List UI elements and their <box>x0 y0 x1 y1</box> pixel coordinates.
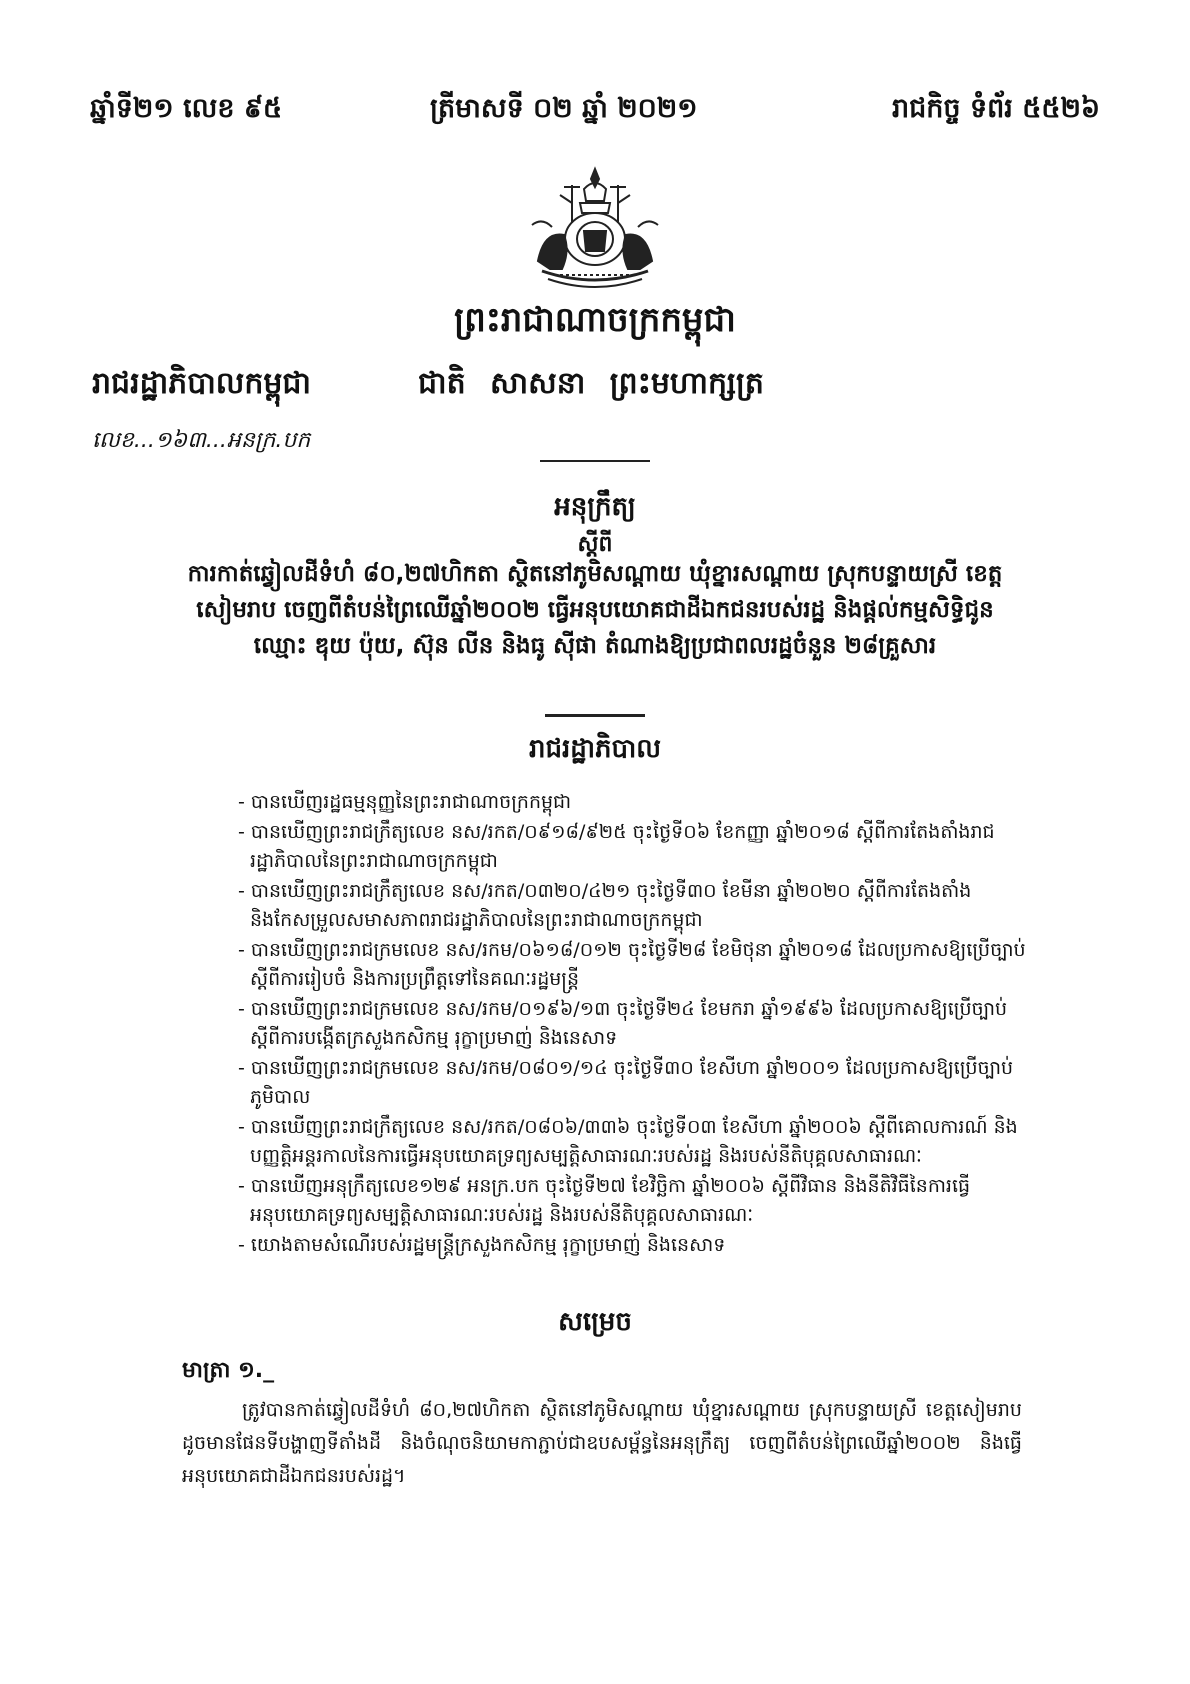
royal-arms-emblem-icon <box>520 165 670 300</box>
issue-date: ត្រីមាសទី ០២ ឆ្នាំ ២០២១ <box>430 93 698 124</box>
preamble-item: - បានឃើញព្រះរាជក្រឹត្យលេខ នស/រកត/០៣២០/៤២១ ចុះថ្ងៃទី៣០ ខែមីនា ឆ្នាំ២០២០ ស្ដីពីការតែងតាំង និងកែសម្រួលសមាសភាពរាជរដ្ឋាភិបាលនៃព្រះរាជាណាចក្រកម្ពុជា <box>238 879 972 931</box>
kingdom-name: ព្រះរាជាណាចក្រកម្ពុជា <box>454 300 736 340</box>
preamble-item: - បានឃើញព្រះរាជក្រឹត្យលេខ នស/រកត/០៩១៨/៩២៥ ចុះថ្ងៃទី០៦ ខែកញ្ញា ឆ្នាំ២០១៨ ស្ដីពីការតែងតាំងរាជរដ្ឋាភិបាលនៃព្រះរាជាណាចក្រកម្ពុជា <box>238 820 995 872</box>
divider-top <box>540 460 650 462</box>
issuer-block <box>92 364 311 458</box>
document-type: អនុក្រឹត្យ <box>554 492 636 522</box>
preamble-item: - បានឃើញព្រះរាជក្រឹត្យលេខ នស/រកត/០៨០៦/៣៣៦ ចុះថ្ងៃទី០៣ ខែសីហា ឆ្នាំ២០០៦ ស្ដីពីគោលការណ៍ និងបញ្ញត្តិអន្តរកាលនៃការធ្វើអនុបយោគទ្រព្យសម្បត្តិសាធារណៈរបស់រដ្ឋ និងរបស់នីតិបុគ្គលសាធារណៈ <box>238 1115 1018 1167</box>
preamble-item: - បានឃើញអនុក្រឹត្យលេខ១២៩ អនក្រ.បក ចុះថ្ងៃទី២៧ ខែវិច្ឆិកា ឆ្នាំ២០០៦ ស្ដីពីវិធាន និងនីតិវិធីនៃការធ្វើអនុបយោគទ្រព្យសម្បត្តិសាធារណៈរបស់រដ្ឋ និងរបស់នីតិបុគ្គលសាធារណៈ <box>238 1174 971 1226</box>
year-issue: ឆ្នាំទី២១ លេខ ៩៥ <box>90 93 283 124</box>
preamble-item: - យោងតាមសំណើរបស់រដ្ឋមន្ត្រីក្រសួងកសិកម្ម រុក្ខាប្រមាញ់ និងនេសាទ <box>238 1233 726 1256</box>
decree-number: លេខ...១៦៣...អនក្រ.បក <box>92 428 311 453</box>
preamble-item: - បានឃើញព្រះរាជក្រមលេខ នស/រកម/០៨០១/១៤ ចុះថ្ងៃទី៣០ ខែសីហា ឆ្នាំ២០០១ ដែលប្រកាសឱ្យប្រើច្បាប់ភូមិបាល <box>238 1056 1014 1108</box>
preamble-item: - បានឃើញរដ្ឋធម្មនុញ្ញនៃព្រះរាជាណាចក្រកម្ពុជា <box>238 791 572 813</box>
government-name: រាជរដ្ឋាភិបាលកម្ពុជា <box>92 366 311 401</box>
gazette-header <box>90 92 1100 142</box>
preamble-item: - បានឃើញព្រះរាជក្រមលេខ នស/រកម/០៦១៨/០១២ ចុះថ្ងៃទី២៨ ខែមិថុនា ឆ្នាំ២០១៨ ដែលប្រកាសឱ្យប្រើច្បាប់ស្ដីពីការរៀបចំ និងការប្រព្រឹត្តទៅនៃគណៈរដ្ឋមន្ត្រី <box>238 938 1026 990</box>
regarding-label: ស្ដីពី <box>577 532 613 557</box>
preamble-item: - បានឃើញព្រះរាជក្រមលេខ នស/រកម/០១៩៦/១៣ ចុះថ្ងៃទី២៤ ខែមករា ឆ្នាំ១៩៩៦ ដែលប្រកាសឱ្យប្រើច្បាប់ស្ដីពីការបង្កើតក្រសួងកសិកម្ម រុក្ខាប្រមាញ់ និងនេសាទ <box>238 997 1008 1049</box>
divider-subject <box>545 714 645 717</box>
preamble-list <box>238 788 1028 1260</box>
decree-subject: ការកាត់ឆ្វៀលដីទំហំ ៨០,២៧ហិកតា ស្ថិតនៅភូមិសណ្ដាយ ឃុំខ្នារសណ្ដាយ ស្រុកបន្ទាយស្រី ខេត្តសៀមរាប ចេញពីតំបន់ព្រៃឈើឆ្នាំ២០០២ ធ្វើអនុបយោគជាដីឯកជនរបស់រដ្ឋ និងផ្ដល់កម្មសិទ្ធិជូនឈ្មោះ ឌុយ ប៉ុយ, ស៊ុន លីន និងធូ ស៊ីផា តំណាងឱ្យប្រជាពលរដ្ឋចំនួន ២៨គ្រួសារ <box>187 561 1003 659</box>
article-1-title: មាត្រា ១._ <box>182 1358 275 1383</box>
issuer-heading: រាជរដ្ឋាភិបាល <box>528 734 662 764</box>
decision-heading: សម្រេច <box>558 1307 632 1337</box>
article-1-body: ត្រូវបានកាត់ឆ្វៀលដីទំហំ ៨០,២៧ហិកតា ស្ថិតនៅភូមិសណ្ដាយ ឃុំខ្នារសណ្ដាយ ស្រុកបន្ទាយស្រី ខេត្តសៀមរាប ដូចមានផែនទីបង្ហាញទីតាំងដី និងចំណុចនិយាមកាភ្ជាប់ជាឧបសម្ព័ន្ធនៃអនុក្រឹត្យ ចេញពីតំបន់ព្រៃឈើឆ្នាំ២០០២ និងធ្វើអនុបយោគជាដីឯកជនរបស់រដ្ឋ។ <box>182 1399 1022 1487</box>
national-motto: ជាតិ សាសនា ព្រះមហាក្សត្រ <box>418 366 764 401</box>
gazette-page-number: រាជកិច្ច ទំព័រ ៥៥២៦ <box>892 93 1100 124</box>
